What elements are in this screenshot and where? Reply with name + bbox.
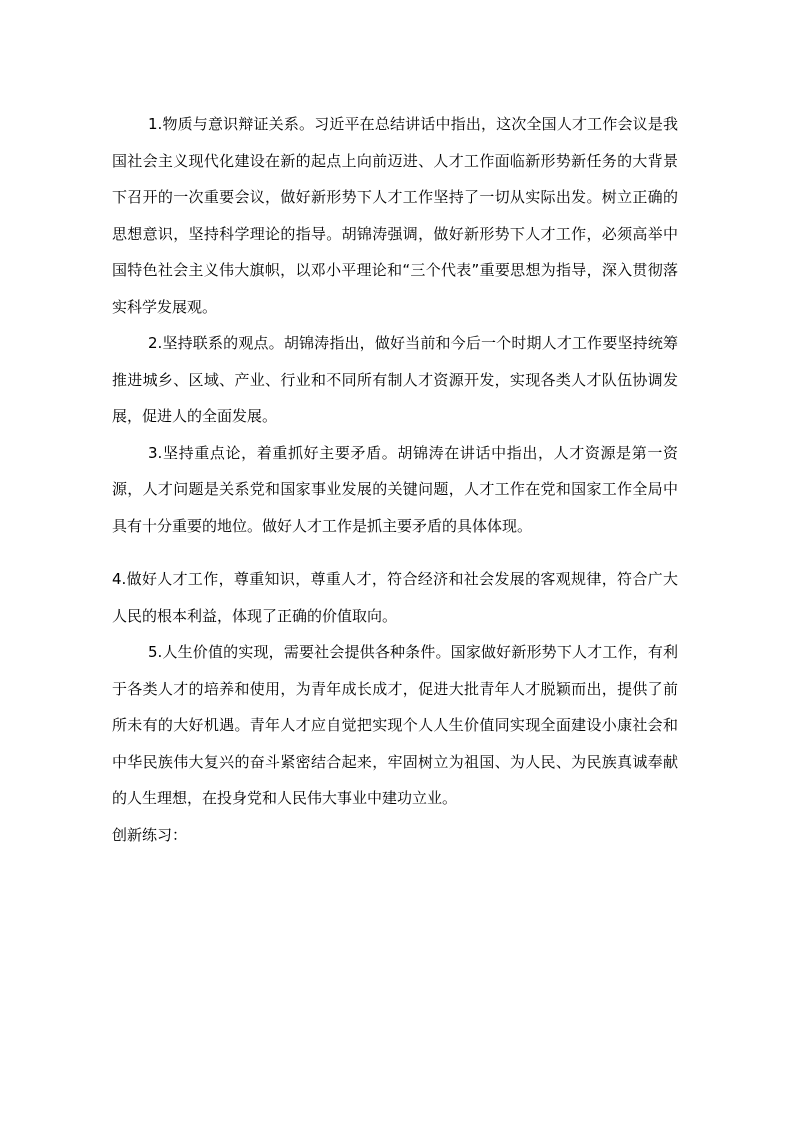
paragraph-3: 3.坚持重点论，着重抓好主要矛盾。胡锦涛在讲话中指出，人才资源是第一资源，人才问题是关系党和国家事业发展的关键问题，人才工作在党和国家工作全局中具有十分重要的地位。做好人才工作是抓主要矛盾的具体体现。 [112, 443, 678, 535]
document-body [112, 106, 678, 853]
paragraph-1: 1.物质与意识辩证关系。习近平在总结讲话中指出，这次全国人才工作会议是我国社会主义现代化建设在新的起点上向前迈进、人才工作面临新形势新任务的大背景下召开的一次重要会议，做好新形势下人才工作坚持了一切从实际出发。树立正确的思想意识，坚持科学理论的指导。胡锦涛强调，做好新形势下人才工作，必须高举中国特色社会主义伟大旗帜，以邓小平理论和“三个代表”重要思想为指导，深入贯彻落实科学发展观。 [112, 115, 678, 316]
paragraph-5: 5.人生价值的实现，需要社会提供各种条件。国家做好新形势下人才工作，有利于各类人才的培养和使用，为青年成长成才，促进大批青年人才脱颖而出，提供了前所未有的大好机遇。青年人才应自觉把实现个人人生价值同实现全面建设小康社会和中华民族伟大复兴的奋斗紧密结合起来，牢固树立为祖国、为人民、为民族真诚奉献的人生理想，在投身党和人民伟大事业中建功立业。 [112, 643, 678, 807]
exercise-heading: 创新练习： [112, 825, 188, 844]
paragraph-4: 4.做好人才工作，尊重知识，尊重人才，符合经济和社会发展的客观规律，符合广大人民的根本利益，体现了正确的价值取向。 [112, 570, 678, 625]
paragraph-2: 2.坚持联系的观点。胡锦涛指出，做好当前和今后一个时期人才工作要坚持统筹推进城乡、区域、产业、行业和不同所有制人才资源开发，实现各类人才队伍协调发展，促进人的全面发展。 [112, 334, 678, 425]
